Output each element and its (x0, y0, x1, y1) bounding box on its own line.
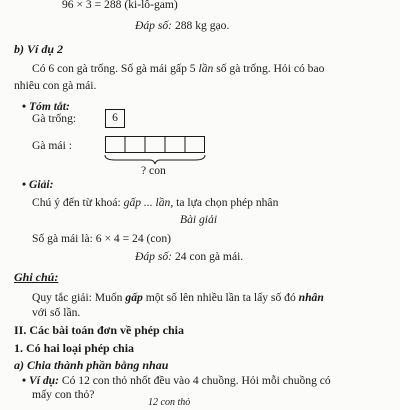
hen-brace-label: ? con (141, 164, 166, 177)
bullet: • (22, 100, 27, 113)
cut-off-line: 12 con thỏ (148, 397, 191, 408)
answer-label: Đáp số: (135, 19, 173, 32)
note-heading: Ghi chú: (14, 270, 59, 284)
answer-value: 288 kg gạo. (174, 19, 230, 32)
example-2-paragraph-line-2: nhiêu con gà mái. (14, 79, 97, 92)
calculation-line-1: 96 × 3 = 288 (ki-lô-gam) (62, 0, 178, 11)
section-2-heading: II. Các bài toán đơn về phép chia (14, 323, 185, 337)
example-line-1: • Ví dụ: Có 12 con thỏ nhốt đều vào 4 chuồng. Hỏi mỗi chuồng có (22, 374, 331, 387)
subsection-a-heading: a) Chia thành phần bằng nhau (14, 358, 169, 372)
solution-heading: • Giải: (22, 178, 54, 191)
summary-heading: • Tóm tắt: (22, 100, 70, 113)
rooster-label: Gà trống: (32, 112, 77, 125)
rule-line-2: với số lần. (32, 306, 81, 319)
answer-line-2: Đáp số: 24 con gà mái. (135, 250, 244, 263)
hen-label: Gà mái : (32, 139, 72, 152)
keyword-note: Chú ý đến từ khoá: gấp ... lần, ta lựa chọn phép nhân (32, 196, 279, 209)
emphasis-lan: lần (198, 62, 214, 75)
example-2-heading: b) Ví dụ 2 (14, 42, 64, 56)
example-line-2: mấy con thỏ? (32, 388, 95, 401)
calculation-line-2: Số gà mái là: 6 × 4 = 24 (con) (32, 232, 171, 245)
example-2-paragraph-line-1: Có 6 con gà trống. Số gà mái gấp 5 lần số gà trống. Hỏi có bao (32, 62, 325, 75)
rule-line-1: Quy tắc giải: Muốn gấp một số lên nhiều lần ta lấy số đó nhân (32, 291, 324, 304)
rooster-value: 6 (112, 111, 118, 124)
subsection-1-heading: 1. Có hai loại phép chia (14, 341, 135, 355)
hen-brace (105, 155, 205, 164)
bai-giai-heading: Bài giải (180, 213, 218, 226)
